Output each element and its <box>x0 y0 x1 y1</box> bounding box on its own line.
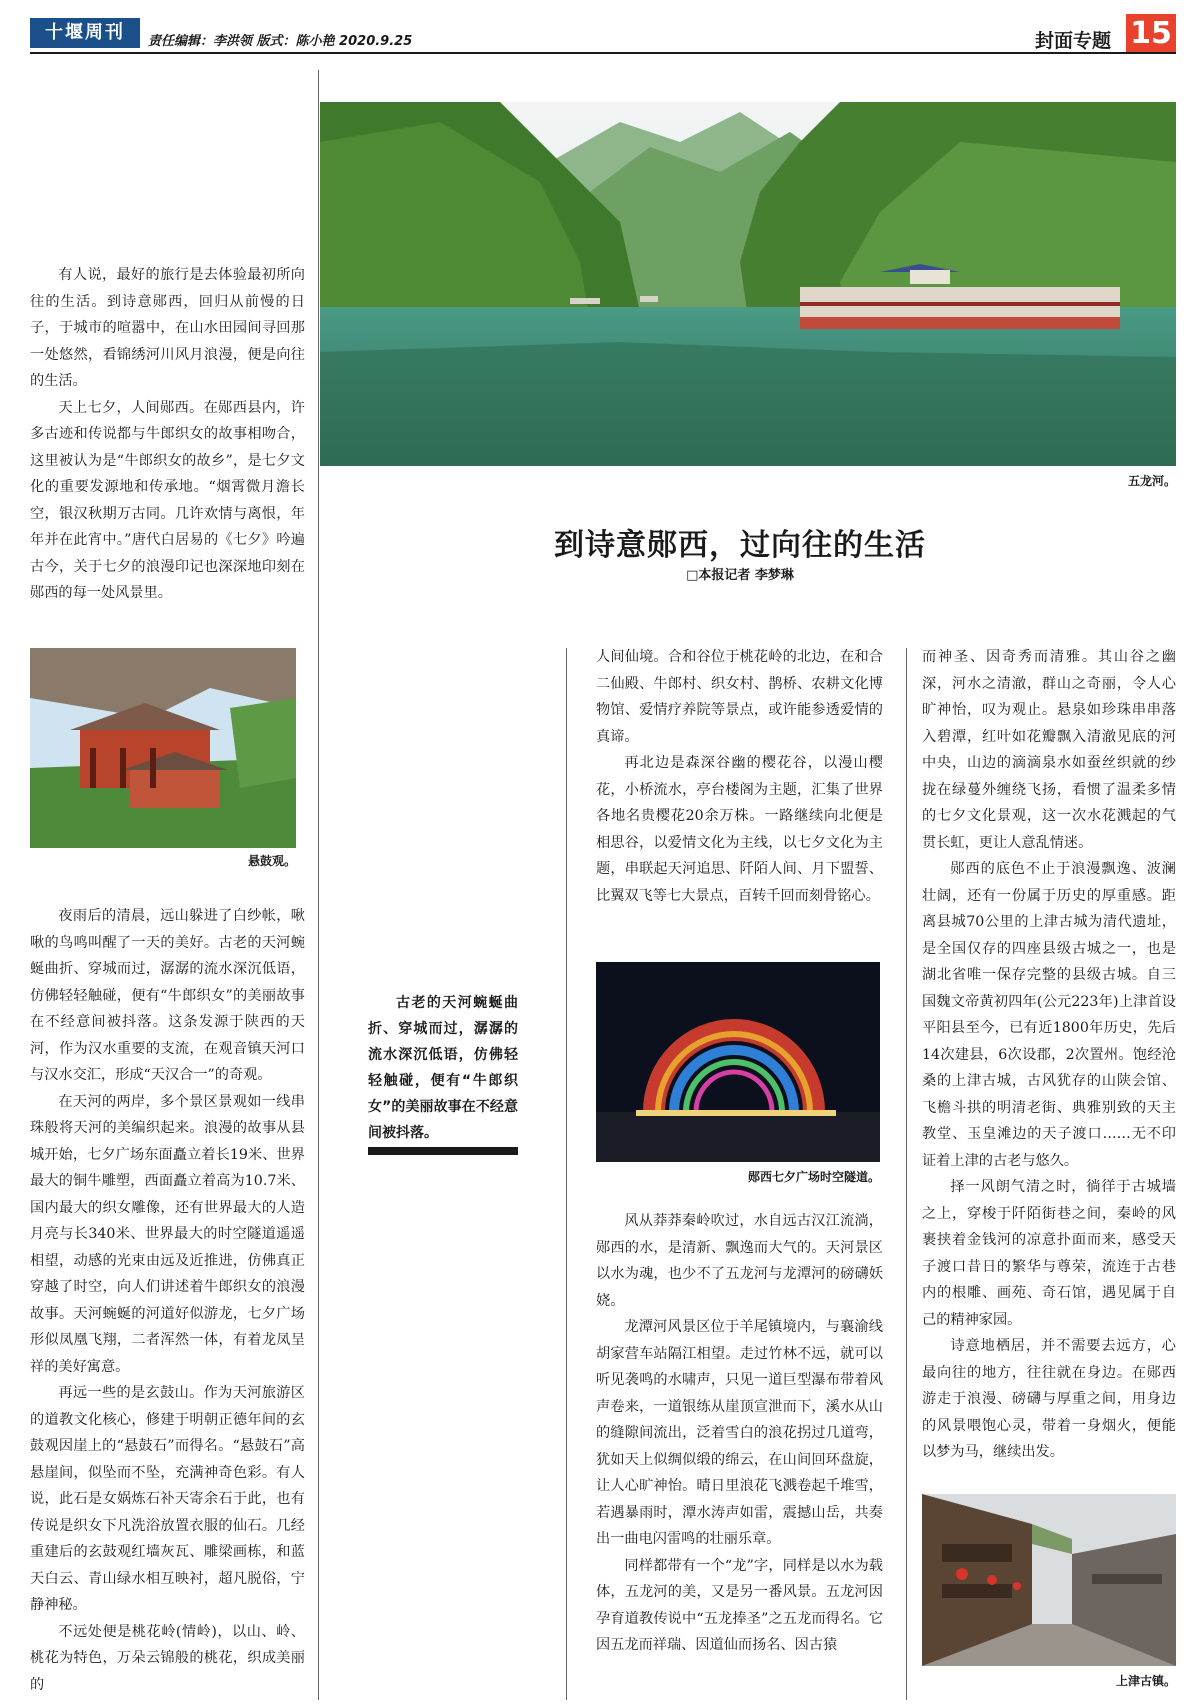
column-rule-mid <box>566 648 567 1700</box>
time-tunnel-photo <box>596 962 880 1162</box>
article-headline: 到诗意郧西，过向往的生活 <box>554 528 926 563</box>
col3-paragraph: 郧西的底色不止于浪漫飘逸、波澜壮阔，还有一份属于历史的厚重感。距离县城70公里的上津古城为清代遗址，是全国仅存的四座县级古城之一，也是湖北省唯一保存完整的县级古城。自三国魏文帝黄初四年(公元223年)上津首设平阳县至今，已有近1800年历史，先后14次建县，6次设郡，2次置州。饱经沧桑的上津古城，古风犹存的山陕会馆、飞檐斗拱的明清老街、典雅别致的天主教堂、玉皇滩边的天子渡口……无不印证着上津的古老与悠久。 <box>922 861 1176 1169</box>
editor-line: 责任编辑：李洪领 版式：陈小艳 2020.9.25 <box>148 34 413 49</box>
col3-paragraph: 而神圣、因奇秀而清雅。其山谷之幽深，河水之清澈，群山之奇丽，令人心旷神怡，叹为观止。悬泉如珍珠串串落入碧潭，红叶如花瓣飘入清澈见底的河中央，山边的滴滴泉水如蚕丝织就的纱拢在绿蔓外缠绕飞扬，看惯了温柔多情的七夕文化景观，这一次水花溅起的气贯长虹，更让人意乱情迷。 <box>922 649 1176 851</box>
column-rule-right <box>906 648 907 1700</box>
col1-bottom-text <box>30 903 305 1700</box>
col2-top-paragraph: 人间仙境。合和谷位于桃花岭的北边，在和合二仙殿、牛郎村、织女村、鹊桥、农耕文化博物馆、爱情疗养院等景点，或许能参透爱情的真谛。 <box>596 649 883 745</box>
col3-text <box>922 644 1176 1480</box>
col2-top-text <box>596 644 883 944</box>
col2-bottom-paragraph: 龙潭河风景区位于羊尾镇境内，与襄渝线胡家营车站隔江相望。走过竹林不远，就可以听见袭鸣的水啸声，只见一道巨型瀑布带着风声卷来，一道银练从崖顶宣泄而下，溪水从山的缝隙间流出，泛着雪白的浪花拐过几道弯，犹如天上似绸似缎的绵云，在山间回环盘旋，让人心旷神怡。晴日里浪花飞溅卷起千堆雪，若遇暴雨时，潭水涛声如雷，震撼山岳，共奏出一曲电闪雷鸣的壮丽乐章。 <box>596 1319 883 1547</box>
col1-top-paragraph: 有人说，最好的旅行是去体验最初所向往的生活。到诗意郧西，回归从前慢的日子，于城市的喧嚣中，在山水田园间寻回那一处悠然，看锦绣河川风月浪漫，便是向往的生活。 <box>30 267 305 389</box>
col1-bottom-paragraph: 夜雨后的清晨，远山躲进了白纱帐，啾啾的鸟鸣叫醒了一天的美好。古老的天河蜿蜒曲折、穿城而过，潺潺的流水深沉低语，仿佛轻轻触碰，便有“牛郎织女”的美丽故事在不经意间被抖落。这条发源于陕西的天河，作为汉水重要的支流，在观音镇天河口与汉水交汇，形成“天汉合一”的奇观。 <box>30 908 305 1083</box>
masthead-logo: 十堰周刊 <box>30 18 140 48</box>
header-rule <box>30 52 1176 54</box>
col3-paragraph: 诗意地栖居，并不需要去远方，心最向往的地方，往往就在身边。在郧西游走于浪漫、磅礴与厚重之间，用身边的风景喂饱心灵，带着一身烟火，便能以梦为马，继续出发。 <box>922 1338 1176 1460</box>
time-tunnel-caption: 郧西七夕广场时空隧道。 <box>747 1170 880 1184</box>
col2-bottom-paragraph: 风从莽莽秦岭吹过，水自远古汉江流淌，郧西的水，是清新、飘逸而大气的。天河景区以水为魂，也少不了五龙河与龙潭河的磅礴妖娆。 <box>596 1213 883 1309</box>
shangjin-town-photo <box>922 1494 1176 1666</box>
col1-bottom-paragraph: 再远一些的是玄鼓山。作为天河旅游区的道教文化核心，修建于明朝正德年间的玄鼓观因崖上的“悬鼓石”而得名。“悬鼓石”高悬崖间，似坠而不坠，充满神奇色彩。有人说，此石是女娲炼石补天寄余石于此，也有传说是织女下凡洗浴放置衣服的仙石。几经重建后的玄鼓观红墙灰瓦、雕梁画栋，和蓝天白云、青山绿水相互映衬，超凡脱俗，宁静神秘。 <box>30 1385 305 1613</box>
page-number-badge: 15 <box>1126 14 1176 54</box>
col1-bottom-paragraph: 不远处便是桃花岭(情岭)，以山、岭、桃花为特色，万朵云锦般的桃花，织成美丽的 <box>30 1623 305 1693</box>
shangjin-town-caption: 上津古镇。 <box>1115 1674 1176 1688</box>
wulong-river-caption: 五龙河。 <box>1127 474 1176 488</box>
xuangu-temple-photo <box>30 648 296 848</box>
col1-bottom-paragraph: 在天河的两岸，多个景区景观如一线串珠般将天河的美编织起来。浪漫的故事从县城开始，七夕广场东面矗立着长19米、世界最大的铜牛雕塑，西面矗立着高为10.7米、国内最大的织女雕像，还有世界最大的人造月亮与长340米、世界最大的时空隧道遥遥相望，动感的光束由远及近推进，仿佛真正穿越了时空，向人们讲述着牛郎织女的浪漫故事。天河蜿蜒的河道好似游龙，七夕广场形似凤凰飞翔，二者浑然一体，有着龙凤呈祥的美好寓意。 <box>30 1093 305 1375</box>
section-title: 封面专题 <box>1035 30 1112 52</box>
col2-bottom-text <box>596 1208 883 1700</box>
col3-paragraph: 择一风朗气清之时，徜徉于古城墙之上，穿梭于阡陌街巷之间，秦岭的风裹挟着金钱河的凉意扑面而来，感受天子渡口昔日的繁华与尊荣，流连于古巷内的根雕、画苑、奇石馆，遇见属于自己的精神家园。 <box>922 1179 1176 1328</box>
pull-quote: 古老的天河蜿蜒曲折、穿城而过，潺潺的流水深沉低语，仿佛轻轻触碰，便有“牛郎织女”的美丽故事在不经意间被抖落。 <box>368 995 518 1141</box>
article-byline: □本报记者 李梦琳 <box>686 568 794 583</box>
col1-top-text <box>30 262 305 612</box>
wulong-river-photo <box>320 102 1176 466</box>
xuangu-temple-caption: 悬鼓观。 <box>247 854 296 868</box>
col2-bottom-paragraph: 同样都带有一个“龙”字，同样是以水为载体，五龙河的美，又是另一番风景。五龙河因孕育道教传说中“五龙捧圣”之五龙而得名。它因五龙而祥瑞、因道仙而扬名、因古猿 <box>596 1557 883 1653</box>
col1-top-paragraph: 天上七夕，人间郧西。在郧西县内，许多古迹和传说都与牛郎织女的故事相吻合，这里被认为是“牛郎织女的故乡”，是七夕文化的重要发源地和传承地。“烟霄微月澹长空，银汉秋期万古同。几许欢情与离恨，年年并在此宵中。”唐代白居易的《七夕》吟遍古今，关于七夕的浪漫印记也深深地印刻在郧西的每一处风景里。 <box>30 399 305 601</box>
col2-top-paragraph: 再北边是森深谷幽的樱花谷，以漫山樱花，小桥流水，亭台楼阁为主题，汇集了世界各地名贵樱花20余万株。一路继续向北便是相思谷，以爱情文化为主线，以七夕文化为主题，串联起天河追思、阡陌人间、月下盟誓、比翼双飞等七大景点，百转千回而刻骨铭心。 <box>596 755 883 904</box>
pull-quote-bar <box>368 1147 518 1155</box>
column-rule-left <box>318 70 319 1700</box>
